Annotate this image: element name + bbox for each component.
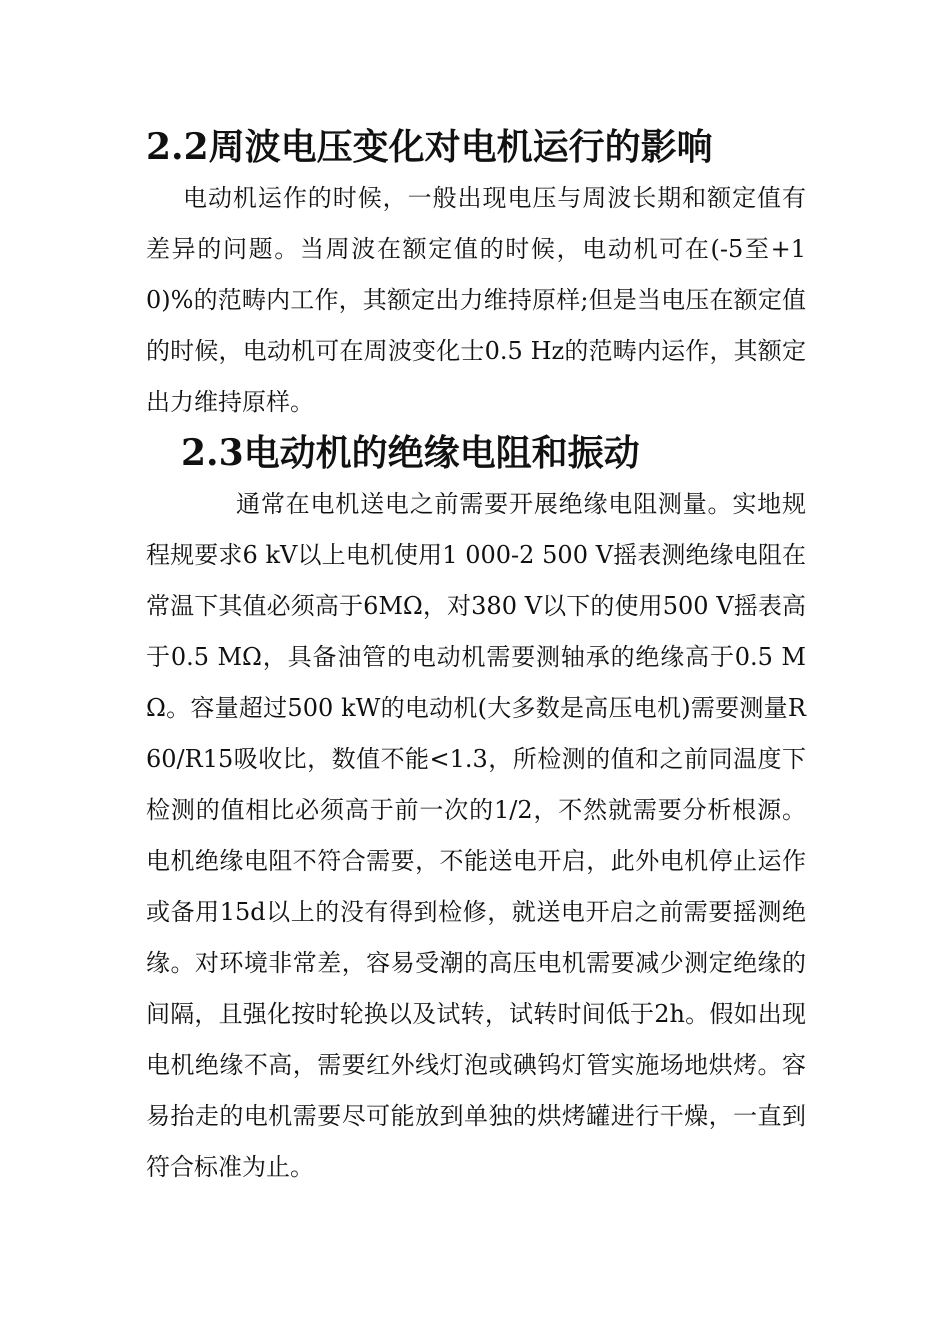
section-paragraph-2-2: 电动机运作的时候，一般出现电压与周波长期和额定值有差异的问题。当周波在额定值的时候，电动机可在(-5至+10)%的范畴内工作，其额定出力维持原样;但是当电压在额定值的时候，电动机可在周波变化士0.5 Hz的范畴内运作，其额定出力维持原样。	[146, 184, 806, 416]
section-heading-2-3: 2.3电动机的绝缘电阻和振动	[181, 432, 640, 474]
section-paragraph-2-3: 通常在电机送电之前需要开展绝缘电阻测量。实地规程规要求6 kV以上电机使用1 000-2 500 V摇表测绝缘电阻在常温下其值必须高于6MΩ，对380 V以下的使用500 V摇表高于0.5 MΩ，具备油管的电动机需要测轴承的绝缘高于0.5 MΩ。容量超过500 kW的电动机(大多数是高压电机)需要测量R60/R15吸收比，数值不能<1.3，所检测的值和之前同温度下检测的值相比必须高于前一次的1/2，不然就需要分析根源。电机绝缘电阻不符合需要，不能送电开启，此外电机停止运作或备用15d以上的没有得到检修，就送电开启之前需要摇测绝缘。对环境非常差，容易受潮的高压电机需要减少测定绝缘的间隔，且强化按时轮换以及试转，试转时间低于2h。假如出现电机绝缘不高，需要红外线灯泡或碘钨灯管实施场地烘烤。容易抬走的电机需要尽可能放到单独的烘烤罐进行干燥，一直到符合标准为止。	[146, 490, 806, 1181]
document-body	[146, 122, 806, 1193]
section-heading-2-2: 2.2周波电压变化对电机运行的影响	[146, 126, 713, 168]
